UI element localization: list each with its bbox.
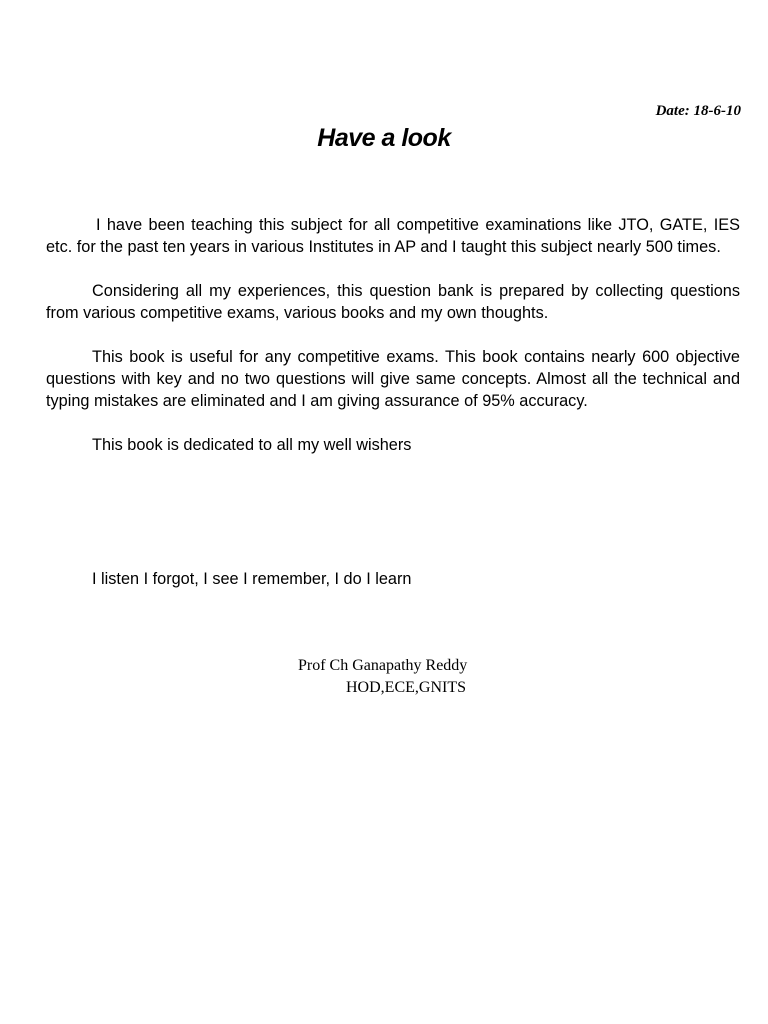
document-body: [46, 214, 740, 478]
paragraph-teaching-experience: I have been teaching this subject for all competitive examinations like JTO, GATE, IES etc. for the past ten years in various Institutes in AP and I taught this subject nearly 500 times.: [46, 216, 740, 256]
document-date: Date: 18-6-10: [655, 103, 741, 119]
paragraph-question-bank: Considering all my experiences, this question bank is prepared by collecting questions from various competitive exams, various books and my own thoughts.: [46, 282, 740, 322]
signature-block: [298, 655, 467, 699]
paragraph-book-usefulness: This book is useful for any competitive exams. This book contains nearly 600 objective questions with key and no two questions will give same concepts. Almost all the technical and typing mistakes are eliminated and I am giving assurance of 95% accuracy.: [46, 348, 740, 410]
page-title: Have a look: [317, 124, 451, 152]
paragraph-dedication: This book is dedicated to all my well wishers: [92, 436, 412, 454]
author-name: Prof Ch Ganapathy Reddy: [298, 657, 468, 674]
motto-line: I listen I forgot, I see I remember, I do I learn: [92, 570, 412, 588]
author-designation: HOD,ECE,GNITS: [346, 679, 466, 696]
